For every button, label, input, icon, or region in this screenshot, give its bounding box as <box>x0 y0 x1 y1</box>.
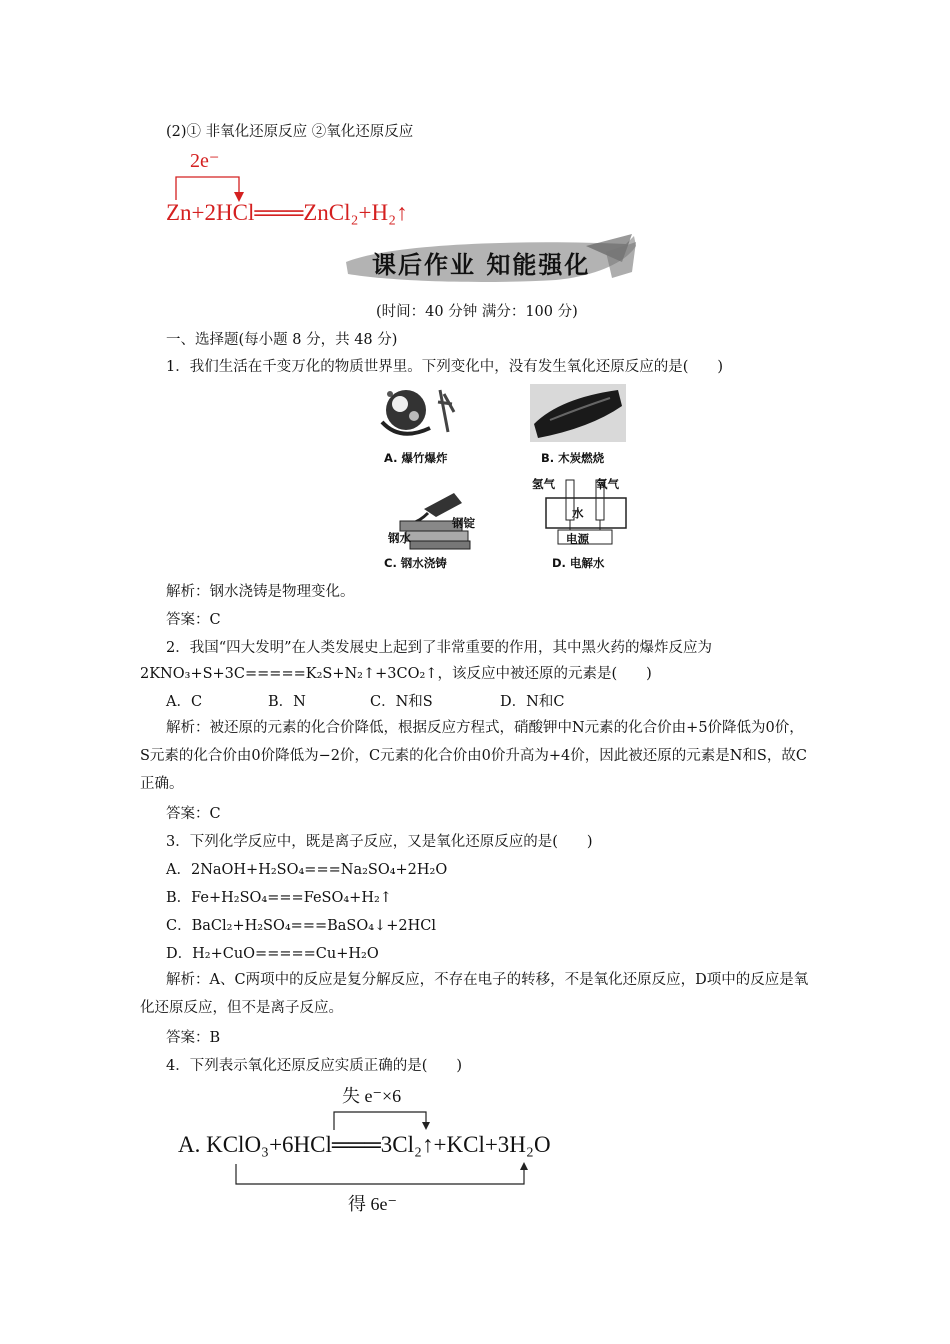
label-steel-ingot: 钢锭 <box>452 516 475 530</box>
q2-option-b: B．N <box>268 694 306 710</box>
q2-option-d: D．N和C <box>500 694 565 710</box>
q2-answer: 答案：C <box>166 806 221 822</box>
q1-answer: 答案：C <box>166 612 221 628</box>
q4-gain-label: 得 6e⁻ <box>348 1194 397 1214</box>
firecracker-image <box>370 382 470 444</box>
q4-option-a-equation: A. KClO₃+6HCl═══3Cl₂↑+KCl+3H₂O <box>178 1132 551 1157</box>
q1-stem: 1．我们生活在千变万化的物质世界里。下列变化中，没有发生氧化还原反应的是( ) <box>166 359 724 375</box>
q2-option-c: C．N和S <box>370 694 433 710</box>
q3-option-c: C．BaCl₂+H₂SO₄===BaSO₄↓+2HCl <box>166 918 436 934</box>
q1-caption-b: B. 木炭燃烧 <box>541 451 605 465</box>
label-water: 水 <box>572 506 584 520</box>
q3-answer: 答案：B <box>166 1030 221 1046</box>
page-title: 课后作业 知能强化 <box>372 251 591 279</box>
label-hydrogen: 氢气 <box>532 477 555 491</box>
q4-stem: 4．下列表示氧化还原反应实质正确的是( ) <box>166 1058 463 1074</box>
q3-option-d: D．H₂+CuO=====Cu+H₂O <box>166 946 379 962</box>
q2-analysis <box>140 714 812 798</box>
label-oxygen: 氧气 <box>596 477 619 491</box>
charcoal-image <box>530 384 626 442</box>
label-power-source: 电源 <box>566 532 589 546</box>
time-score-subtitle: (时间：40 分钟 满分：100 分) <box>376 304 578 320</box>
q2-stem-line2: 2KNO₃+S+3C=====K₂S+N₂↑+3CO₂↑，该反应中被还原的元素是( ) <box>140 666 652 682</box>
q2-analysis-text: 解析：被还原的元素的化合价降低，根据反应方程式，硝酸钾中N元素的化合价由+5价降低为0价，S元素的化合价由0价降低为−2价，C元素的化合价由0价升高为+4价，因此被还原的元素是N和S，故C正确。 <box>140 720 807 792</box>
previous-answer-line: (2)① 非氧化还原反应 ②氧化还原反应 <box>166 124 414 140</box>
q1-caption-c: C. 钢水浇铸 <box>384 556 447 570</box>
q3-stem: 3．下列化学反应中，既是离子反应，又是氧化还原反应的是( ) <box>166 834 593 850</box>
q2-option-a: A．C <box>166 694 203 710</box>
electron-label: 2e⁻ <box>190 150 220 172</box>
q2-stem-line1: 2．我国“四大发明”在人类发展史上起到了非常重要的作用，其中黑火药的爆炸反应为 <box>166 640 713 656</box>
q3-option-a: A．2NaOH+H₂SO₄===Na₂SO₄+2H₂O <box>166 862 448 878</box>
label-steel-water: 钢水 <box>388 531 411 545</box>
q3-option-b: B．Fe+H₂SO₄===FeSO₄+H₂↑ <box>166 890 392 906</box>
q3-analysis <box>140 966 812 1022</box>
q3-analysis-text: 解析：A、C两项中的反应是复分解反应，不存在电子的转移，不是氧化还原反应，D项中的反应是氧化还原反应，但不是离子反应。 <box>140 972 809 1016</box>
zn-hcl-equation: Zn+2HCl═══ZnCl₂+H₂↑ <box>166 200 408 225</box>
q1-analysis: 解析：钢水浇铸是物理变化。 <box>166 584 355 600</box>
q4-lose-label: 失 e⁻×6 <box>342 1086 402 1106</box>
q1-caption-a: A. 爆竹爆炸 <box>384 451 448 465</box>
q1-caption-d: D. 电解水 <box>552 556 605 570</box>
section-heading: 一、选择题(每小题 8 分，共 48 分) <box>166 332 398 348</box>
electron-transfer-bracket <box>166 150 286 206</box>
